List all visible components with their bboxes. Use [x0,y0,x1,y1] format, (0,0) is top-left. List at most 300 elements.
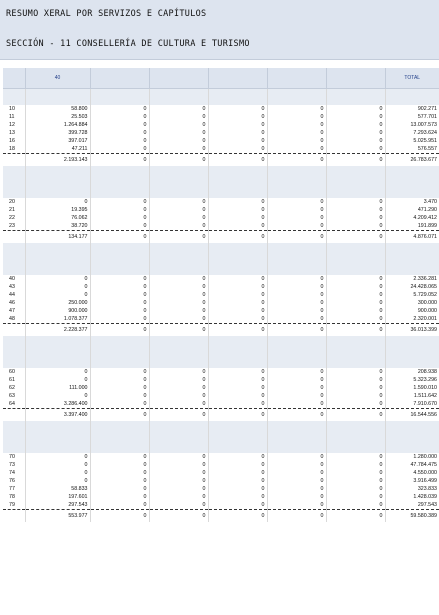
table-row-cell: 0 [326,291,385,299]
spacer-row-cell [326,259,385,267]
table-row-cell: 0 [267,121,326,129]
spacer-row-cell [90,437,149,445]
spacer-row-cell [326,166,385,174]
spacer-row-cell [90,336,149,344]
table-row-cell: 58.800 [25,105,90,113]
table-row-cell: 0 [25,477,90,485]
table-row [3,485,439,493]
spacer-row-cell [385,360,439,368]
table-row [3,493,439,501]
table-row [3,307,439,315]
table-row-cell: 74 [3,469,25,477]
table-row-cell: 0 [149,461,208,469]
spacer-row-cell [208,97,267,105]
spacer-row-cell [267,445,326,453]
table-row-cell: 0 [267,222,326,231]
table-row-cell: 0 [326,485,385,493]
table-row [3,477,439,485]
spacer-row-cell [208,336,267,344]
spacer-row-cell [267,251,326,259]
table-row-cell: 4.209.412 [385,214,439,222]
table-row [3,121,439,129]
spacer-row-cell [326,251,385,259]
spacer-row-cell [326,336,385,344]
spacer-row-cell [326,352,385,360]
table-row-cell: 0 [267,400,326,409]
spacer-row-cell [90,243,149,251]
table-row-cell: 250.000 [25,299,90,307]
subtotal-row-cell: 0 [90,409,149,422]
table-row-cell: 0 [267,206,326,214]
spacer-row-cell [267,421,326,429]
spacer-row-cell [149,429,208,437]
spacer-row-cell [3,352,25,360]
spacer-row-cell [149,166,208,174]
table-row-cell: 0 [90,121,149,129]
table-row-cell: 0 [90,214,149,222]
table-row-cell: 0 [208,283,267,291]
table-row-cell: 0 [90,384,149,392]
spacer-row-cell [149,174,208,182]
table-row-cell: 0 [267,485,326,493]
spacer-row-cell [90,445,149,453]
spacer-row-cell [149,421,208,429]
table-row-cell: 0 [208,222,267,231]
table-row-cell: 0 [149,113,208,121]
table-row [3,368,439,376]
table-row-cell: 0 [208,493,267,501]
table-row-cell: 46 [3,299,25,307]
spacer-row [3,166,439,174]
spacer-row-cell [326,267,385,275]
table-row [3,129,439,137]
spacer-row [3,243,439,251]
subtotal-row-cell: 0 [90,154,149,167]
spacer-row-cell [25,437,90,445]
table-row-cell: 0 [326,214,385,222]
table-row-cell: 0 [267,392,326,400]
subtotal-row [3,154,439,167]
table-row-cell: 4.550.000 [385,469,439,477]
table-row [3,275,439,283]
spacer-row-cell [3,267,25,275]
table-row [3,501,439,510]
table-row-cell: 0 [208,129,267,137]
table-row-cell: 61 [3,376,25,384]
table-row-cell: 0 [267,469,326,477]
table-row-cell: 0 [25,453,90,461]
table-row [3,469,439,477]
table-row-cell: 0 [326,384,385,392]
table-row-cell: 0 [326,137,385,145]
table-row-cell: 0 [267,453,326,461]
table-row-cell: 47.211 [25,145,90,154]
spacer-row-cell [25,421,90,429]
table-row-cell: 0 [267,307,326,315]
table-row-cell: 323.833 [385,485,439,493]
table-row-cell: 0 [267,137,326,145]
table-header-row-cell [208,68,267,89]
table-row-cell: 0 [90,291,149,299]
spacer-row-cell [3,421,25,429]
table-header-row-cell [149,68,208,89]
table-row-cell: 0 [149,145,208,154]
table-row [3,198,439,206]
table-row-cell: 300.000 [385,299,439,307]
table-row-cell: 0 [90,493,149,501]
subtotal-row-cell: 0 [208,409,267,422]
spacer-row-cell [385,89,439,98]
spacer-row-cell [208,190,267,198]
table-row-cell: 0 [208,392,267,400]
spacer-row-cell [385,182,439,190]
table-row-cell: 0 [326,129,385,137]
table-header-row-cell [90,68,149,89]
table-row [3,453,439,461]
table-row-cell: 0 [25,376,90,384]
table-row-cell: 43 [3,283,25,291]
spacer-row-cell [208,166,267,174]
spacer-row-cell [208,243,267,251]
spacer-row-cell [25,336,90,344]
table-row-cell: 0 [25,198,90,206]
spacer-row [3,421,439,429]
spacer-row-cell [90,89,149,98]
table-row [3,376,439,384]
spacer-row-cell [267,190,326,198]
spacer-row-cell [326,89,385,98]
subtotal-row-cell: 0 [326,154,385,167]
table-row-cell: 0 [90,315,149,324]
table-row-cell: 0 [267,461,326,469]
spacer-row-cell [385,190,439,198]
subtotal-row-cell: 59.580.389 [385,510,439,523]
section-title: SECCIÓN - 11 CONSELLERÍA DE CULTURA E TURISMO [6,39,250,49]
spacer-row-cell [326,182,385,190]
table-row-cell: 0 [149,137,208,145]
spacer-row-cell [326,97,385,105]
table-row-cell: 22 [3,214,25,222]
table-row-cell: 7.910.670 [385,400,439,409]
spacer-row-cell [208,437,267,445]
table-row-cell: 0 [25,291,90,299]
table-row-cell: 0 [267,384,326,392]
table-row-cell: 0 [208,376,267,384]
table-row-cell: 40 [3,275,25,283]
table-row-cell: 0 [208,105,267,113]
spacer-row-cell [385,251,439,259]
spacer-row-cell [3,243,25,251]
subtotal-row-cell: 0 [90,510,149,523]
spacer-row-cell [326,421,385,429]
table-row-cell: 0 [208,461,267,469]
spacer-row-cell [25,352,90,360]
table-row-cell: 0 [90,299,149,307]
subtotal-row-cell: 26.783.677 [385,154,439,167]
table-row-cell: 18 [3,145,25,154]
report-title: RESUMO XERAL POR SERVIZOS E CAPÍTULOS [6,9,207,19]
table-row-cell: 3.916.499 [385,477,439,485]
table-row-cell: 12 [3,121,25,129]
subtotal-row [3,231,439,244]
spacer-row-cell [3,336,25,344]
table-header-row-cell [3,68,25,89]
table-row-cell: 0 [326,477,385,485]
spacer-row [3,429,439,437]
table-row-cell: 0 [326,206,385,214]
subtotal-row [3,409,439,422]
table-row-cell: 208.938 [385,368,439,376]
spacer-row [3,259,439,267]
table-row-cell: 0 [90,129,149,137]
table-row-cell: 0 [90,206,149,214]
table-row-cell: 70 [3,453,25,461]
table-row-cell: 0 [149,315,208,324]
table-row-cell: 0 [90,485,149,493]
spacer-row-cell [208,251,267,259]
table-row-cell: 0 [90,469,149,477]
table-row-cell: 48 [3,315,25,324]
table-row-cell: 0 [90,400,149,409]
table-row-cell: 0 [149,291,208,299]
table-row-cell: 0 [208,469,267,477]
spacer-row-cell [149,243,208,251]
table-row-cell: 0 [90,137,149,145]
table-row-cell: 0 [267,291,326,299]
subtotal-row [3,510,439,523]
spacer-row [3,267,439,275]
subtotal-row [3,324,439,337]
subtotal-row-cell: 134.177 [25,231,90,244]
table-header-row [3,68,439,89]
table-row-cell: 0 [25,275,90,283]
spacer-row-cell [385,344,439,352]
spacer-row-cell [385,243,439,251]
subtotal-row-cell: 0 [267,231,326,244]
table-row [3,384,439,392]
table-row-cell: 0 [90,461,149,469]
table-row-cell: 0 [267,283,326,291]
table-row-cell: 577.701 [385,113,439,121]
spacer-row-cell [385,267,439,275]
table-row-cell: 471.290 [385,206,439,214]
summary-table [3,68,439,522]
table-row-cell: 3.286.400 [25,400,90,409]
table-row-cell: 0 [149,214,208,222]
subtotal-row-cell: 0 [208,510,267,523]
table-row [3,145,439,154]
table-row-cell: 397.017 [25,137,90,145]
table-row [3,222,439,231]
spacer-row-cell [90,267,149,275]
spacer-row-cell [208,360,267,368]
table-row-cell: 0 [90,198,149,206]
table-row-cell: 1.428.039 [385,493,439,501]
table-row-cell: 0 [326,145,385,154]
table-row-cell: 0 [326,501,385,510]
table-row [3,105,439,113]
spacer-row-cell [208,445,267,453]
table-row-cell: 0 [208,477,267,485]
spacer-row-cell [25,182,90,190]
table-row-cell: 0 [208,453,267,461]
spacer-row-cell [90,190,149,198]
spacer-row [3,344,439,352]
spacer-row-cell [267,97,326,105]
table-row-cell: 0 [149,469,208,477]
table-header-row-cell: TOTAL [385,68,439,89]
table-row-cell: 0 [90,113,149,121]
table-row-cell: 0 [149,392,208,400]
table-row [3,283,439,291]
table-row-cell: 16 [3,137,25,145]
table-row-cell: 0 [149,206,208,214]
spacer-row-cell [208,174,267,182]
table-row-cell: 0 [149,493,208,501]
spacer-row [3,437,439,445]
table-row-cell: 0 [90,283,149,291]
table-row-cell: 576.557 [385,145,439,154]
spacer-row-cell [208,182,267,190]
table-row-cell: 0 [90,105,149,113]
table-row-cell: 0 [267,368,326,376]
spacer-row [3,352,439,360]
table-row-cell: 0 [326,400,385,409]
table-row-cell: 47.784.475 [385,461,439,469]
spacer-row-cell [3,190,25,198]
table-row-cell: 0 [149,275,208,283]
table-row-cell: 0 [25,392,90,400]
spacer-row-cell [149,89,208,98]
spacer-row-cell [326,429,385,437]
subtotal-row-cell [3,409,25,422]
spacer-row-cell [385,174,439,182]
subtotal-row-cell: 0 [149,231,208,244]
subtotal-row-cell: 0 [267,409,326,422]
subtotal-row-cell: 0 [267,324,326,337]
table-row-cell: 0 [90,307,149,315]
table-row-cell: 1.590.010 [385,384,439,392]
table-row [3,400,439,409]
table-row-cell: 0 [208,291,267,299]
table-row-cell: 1.280.000 [385,453,439,461]
table-row-cell: 0 [149,485,208,493]
spacer-row-cell [3,360,25,368]
spacer-row-cell [3,445,25,453]
spacer-row [3,336,439,344]
table-row-cell: 111.000 [25,384,90,392]
subtotal-row-cell: 36.013.399 [385,324,439,337]
table-row-cell: 0 [149,198,208,206]
table-row-cell: 76 [3,477,25,485]
spacer-row-cell [326,174,385,182]
table-row-cell: 0 [267,376,326,384]
table-row-cell: 0 [208,307,267,315]
spacer-row-cell [90,182,149,190]
table-row-cell: 0 [90,477,149,485]
table-row-cell: 0 [90,222,149,231]
spacer-row [3,190,439,198]
subtotal-row-cell: 0 [149,409,208,422]
spacer-row-cell [267,174,326,182]
spacer-row-cell [149,267,208,275]
spacer-row-cell [208,259,267,267]
table-row-cell: 0 [208,384,267,392]
table-row-cell: 0 [149,477,208,485]
spacer-row-cell [267,336,326,344]
spacer-row [3,182,439,190]
table-row-cell: 0 [208,368,267,376]
subtotal-row-cell: 2.193.143 [25,154,90,167]
table-row-cell: 7.293.624 [385,129,439,137]
table-row [3,392,439,400]
spacer-row-cell [3,97,25,105]
table-row-cell: 0 [326,392,385,400]
table-header-row-cell [267,68,326,89]
table-row-cell: 0 [326,315,385,324]
spacer-row-cell [267,352,326,360]
table-row-cell: 73 [3,461,25,469]
spacer-row-cell [3,182,25,190]
spacer-row-cell [90,97,149,105]
table-row-cell: 399.728 [25,129,90,137]
table-row-cell: 297.543 [25,501,90,510]
subtotal-row-cell: 0 [149,510,208,523]
table-row-cell: 0 [267,129,326,137]
table-row-cell: 62 [3,384,25,392]
spacer-row-cell [3,89,25,98]
spacer-row-cell [25,429,90,437]
spacer-row-cell [25,190,90,198]
spacer-row-cell [90,251,149,259]
spacer-row-cell [267,344,326,352]
table-row-cell: 197.601 [25,493,90,501]
table-row-cell: 0 [208,299,267,307]
spacer-row-cell [385,259,439,267]
table-row-cell: 3.470 [385,198,439,206]
table-row-cell: 60 [3,368,25,376]
subtotal-row-cell: 16.544.556 [385,409,439,422]
table-row-cell: 0 [25,368,90,376]
table-row [3,113,439,121]
table-row-cell: 0 [267,501,326,510]
table-row-cell: 191.899 [385,222,439,231]
spacer-row [3,89,439,98]
table-row-cell: 76.062 [25,214,90,222]
spacer-row-cell [149,352,208,360]
spacer-row-cell [90,352,149,360]
subtotal-row-cell [3,324,25,337]
subtotal-row-cell: 0 [326,510,385,523]
spacer-row-cell [149,251,208,259]
spacer-row-cell [326,437,385,445]
table-row-cell: 47 [3,307,25,315]
table-row-cell: 0 [267,105,326,113]
subtotal-row-cell: 0 [149,324,208,337]
subtotal-row-cell: 0 [90,324,149,337]
table-row-cell: 0 [90,368,149,376]
table-row-cell: 5.025.951 [385,137,439,145]
table-row-cell: 0 [149,501,208,510]
spacer-row-cell [25,89,90,98]
spacer-row-cell [208,421,267,429]
spacer-row-cell [90,360,149,368]
subtotal-row-cell: 0 [326,231,385,244]
spacer-row-cell [3,429,25,437]
spacer-row-cell [385,421,439,429]
table-row-cell: 0 [149,121,208,129]
table-row-cell: 5.323.296 [385,376,439,384]
